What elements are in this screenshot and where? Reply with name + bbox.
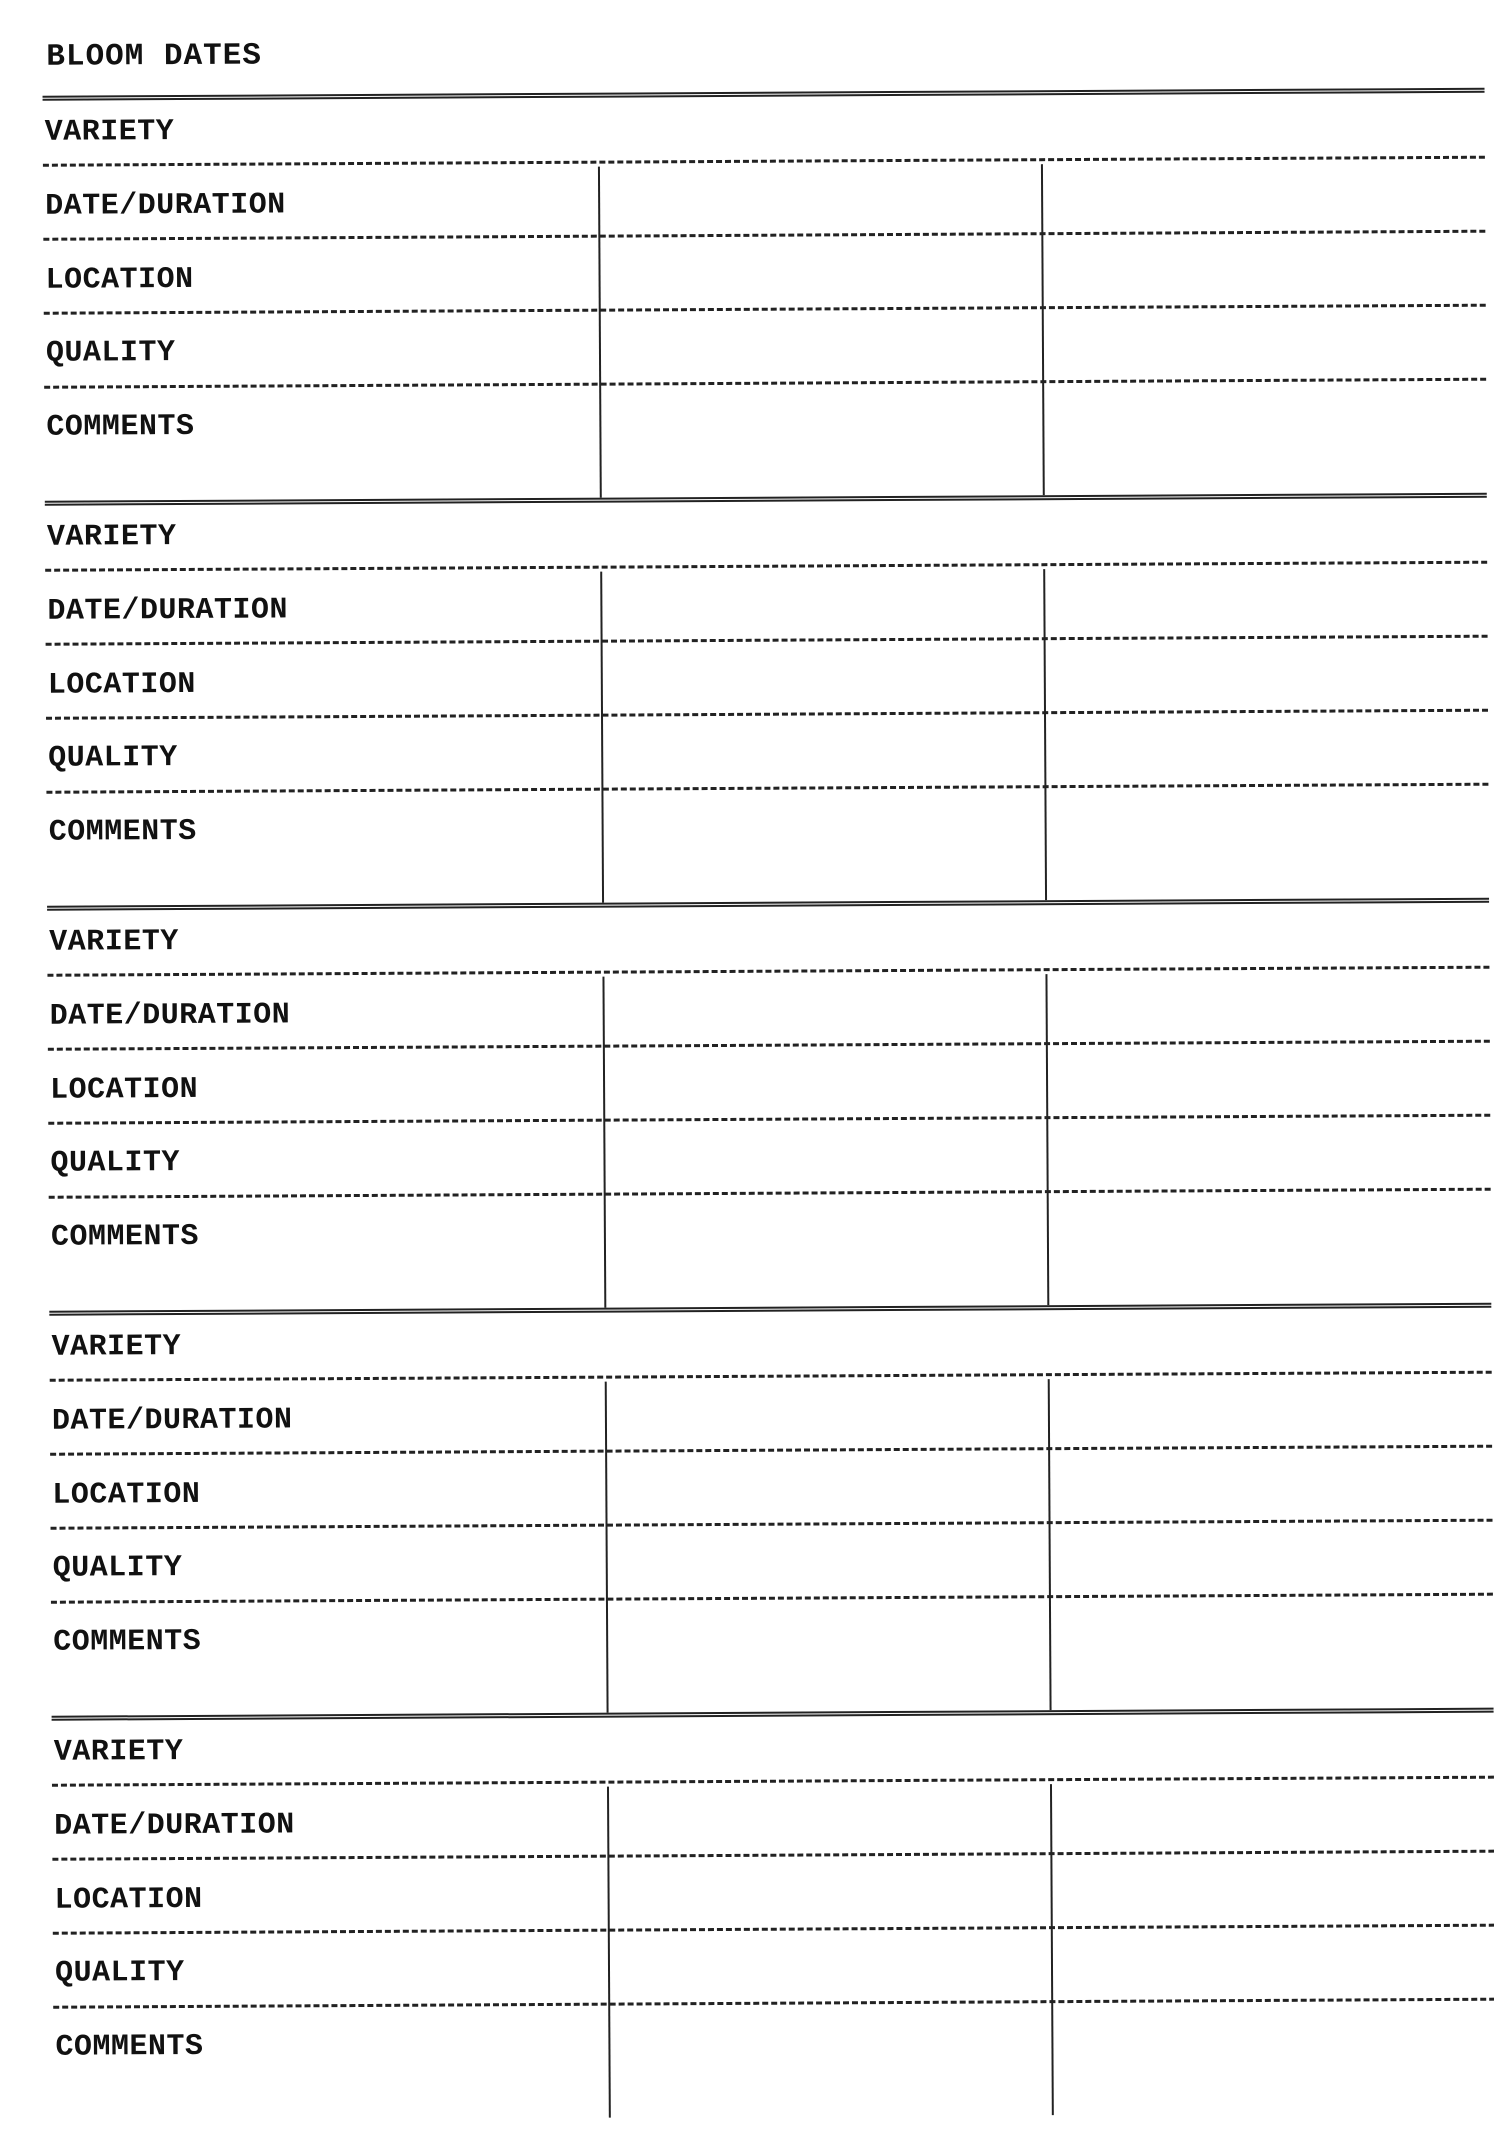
row-divider [49, 1188, 1491, 1199]
row-divider [46, 783, 1488, 794]
column-divider [1043, 569, 1047, 900]
section-double-rule [43, 88, 1485, 101]
row-divider [44, 304, 1486, 315]
row-divider [45, 561, 1487, 572]
row-divider [53, 1998, 1494, 2009]
row-label-comments: COMMENTS [46, 409, 195, 445]
row-divider [48, 1114, 1490, 1125]
row-label-quality: QUALITY [50, 1146, 181, 1181]
entry-block [45, 493, 1489, 906]
row-divider [50, 1371, 1492, 1382]
entry-block [52, 1708, 1494, 2121]
column-divider [600, 572, 604, 903]
column-divider [1041, 164, 1045, 495]
row-divider [52, 1776, 1494, 1787]
row-label-date-duration: DATE/DURATION [47, 593, 289, 629]
column-divider [1045, 974, 1049, 1305]
page-title: BLOOM DATES [46, 38, 263, 75]
row-label-location: LOCATION [52, 1477, 201, 1513]
row-divider [51, 1593, 1493, 1604]
row-divider [48, 1040, 1490, 1051]
row-label-date-duration: DATE/DURATION [51, 1403, 293, 1439]
column-divider [1048, 1379, 1052, 1710]
row-label-location: LOCATION [49, 1072, 199, 1108]
row-divider [50, 1445, 1492, 1456]
row-label-variety: VARIETY [46, 520, 177, 555]
row-label-variety: VARIETY [49, 925, 179, 960]
row-label-date-duration: DATE/DURATION [49, 998, 291, 1034]
row-divider [52, 1850, 1494, 1861]
entry-block [47, 898, 1491, 1311]
column-divider [602, 977, 606, 1308]
row-label-variety: VARIETY [44, 115, 175, 150]
row-divider [47, 966, 1489, 977]
column-divider [1050, 1784, 1054, 2115]
row-label-location: LOCATION [47, 667, 196, 703]
row-divider [53, 1924, 1494, 1935]
row-label-location: LOCATION [45, 262, 194, 298]
row-label-date-duration: DATE/DURATION [54, 1808, 295, 1844]
column-divider [607, 1787, 611, 2118]
column-divider [605, 1382, 609, 1713]
entry-block [43, 88, 1487, 501]
row-label-date-duration: DATE/DURATION [45, 188, 286, 224]
row-divider [46, 709, 1488, 720]
row-divider [43, 230, 1485, 241]
row-label-quality: QUALITY [52, 1551, 183, 1586]
row-label-comments: COMMENTS [55, 2029, 204, 2065]
row-label-comments: COMMENTS [53, 1624, 202, 1660]
row-divider [44, 378, 1486, 389]
row-label-comments: COMMENTS [48, 814, 197, 850]
column-divider [598, 167, 602, 498]
row-label-quality: QUALITY [54, 1956, 185, 1991]
row-label-variety: VARIETY [51, 1330, 182, 1365]
row-divider [46, 635, 1488, 646]
row-label-variety: VARIETY [53, 1735, 184, 1770]
entry-block [49, 1303, 1493, 1716]
row-label-comments: COMMENTS [50, 1219, 200, 1255]
row-divider [43, 156, 1485, 167]
row-label-quality: QUALITY [45, 336, 176, 371]
row-divider [51, 1519, 1493, 1530]
row-label-quality: QUALITY [48, 741, 178, 776]
row-label-location: LOCATION [54, 1882, 203, 1918]
